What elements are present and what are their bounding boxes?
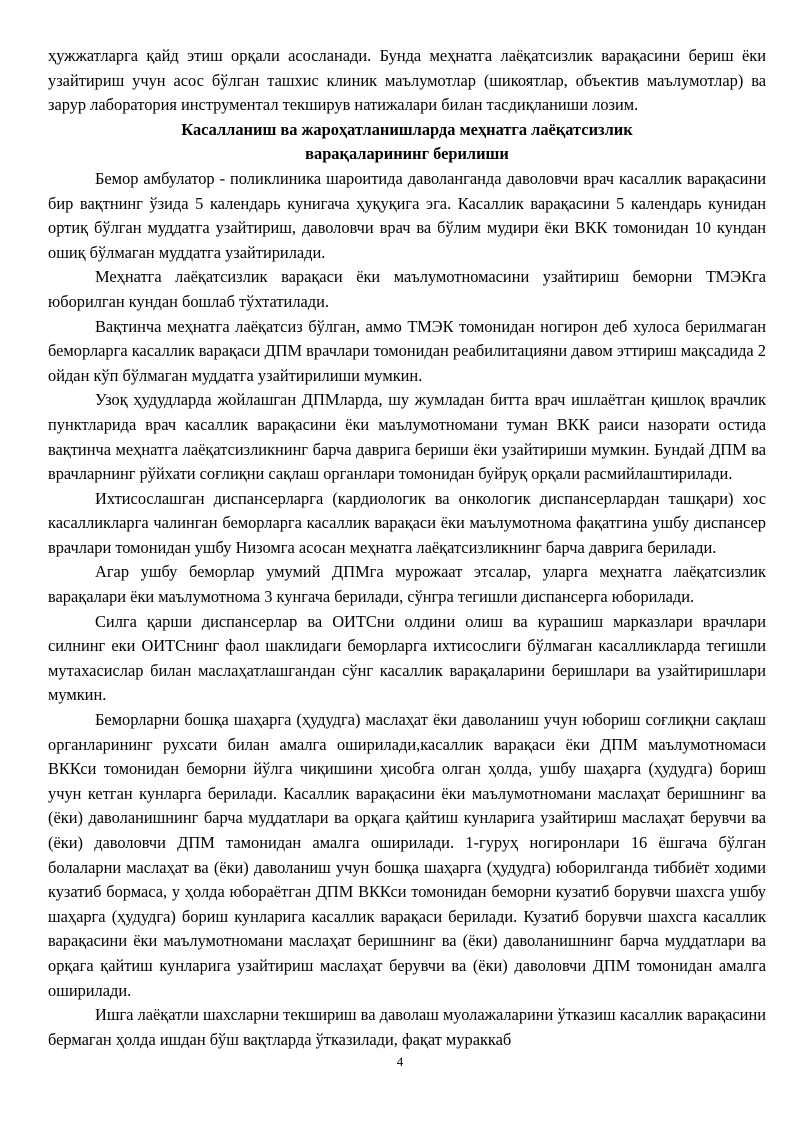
section-heading <box>48 118 766 167</box>
body-paragraph: Ишга лаёқатли шахсларни текшириш ва даволаш муолажаларини ўтказиш касаллик варақасини бермаган ҳолда ишдан бўш вақтларда ўтказилади, фақат мураккаб <box>48 1005 766 1049</box>
body-paragraph: Меҳнатга лаёқатсизлик варақаси ёки маълумотномасини узайтириш беморни ТМЭКга юборилган кундан бошлаб тўхтатилади. <box>48 267 766 311</box>
body-paragraph: Узоқ ҳудудларда жойлашган ДПМларда, шу жумладан битта врач ишлаётган қишлоқ врачлик пунктларида врач касаллик варақасини ёки маълумотномани туман ВКК раиси назорати остида вақтинча меҳнатга лаёқатсизликнинг барча даврига бериши ёки узайтириши мумкин. Бундай ДПМ ва врачларнинг рўйхати соғлиқни сақлаш органлари томонидан буйруқ орқали расмийлаштирилади. <box>48 390 766 484</box>
section-heading-line-1: Касалланиш ва жароҳатланишларда меҳнатга лаёқатсизлик <box>181 119 633 139</box>
body-paragraph: Агар ушбу беморлар умумий ДПМга мурожаат этсалар, уларга меҳнатга лаёқатсизлик варақалари ёки маълумотнома 3 кунгача берилади, сўнгра тегишли диспансерга юборилади. <box>48 562 766 607</box>
page-number: 4 <box>396 1054 404 1069</box>
body-paragraph: Ихтисослашган диспансерларга (кардиологик ва онкологик диспансерлардан ташқари) хос касалликларга чалинган беморларга касаллик варақаси ёки маълумотнома фақатгина ушбу диспансер врачлари томонидан ушбу Низомга асосан меҳнатга лаёқатсизликнинг барча даврига берилади. <box>48 488 766 557</box>
body-paragraph: Беморларни бошқа шаҳарга (ҳудудга) маслаҳат ёки даволаниш учун юбориш соғлиқни сақлаш органларининг рухсати билан амалга оширилади,касаллик варақаси ёки ДПМ маълумотномаси ВККси томонидан беморни йўлга чиқишини ҳисобга олган ҳолда, ушбу шаҳарга (ҳудудга) бориш учун кетган кунларга берилади. Касаллик варақасини ёки маълумотномани маслаҳат беришнинг ва (ёки) даволанишнинг барча муддатлари ва орқага қайтиш кунларига узайтириш маслаҳат берувчи ва (ёки) даволовчи ДПМ тамонидан амалга оширилади. 1-гуруҳ ногиронлари 16 ёшгача бўлган болаларни маслаҳат ва (ёки) даволаниш учун бошқа шаҳарга (ҳудудга) юборилганда тиббиёт ходими кузатиб бормаса, у ҳолда юбораётган ДПМ ВККси томонидан беморни кузатиб борувчи шахсга ушбу шаҳарга (ҳудудга) бориш кунларига касаллик варақаси берилади. Кузатиб борувчи шахсга касаллик варақасини ёки маълумотномани маслаҳат беришнинг ва (ёки) даволанишнинг барча муддатлари ва орқага қайтиш кунларига узайтириш маслаҳат берувчи ва (ёки) даволовчи ДПМ томонидан амалга оширилади. <box>48 710 766 1000</box>
document-page <box>48 44 766 1052</box>
intro-paragraph: ҳужжатларга қайд этиш орқали асосланади. Бунда меҳнатга лаёқатсизлик варақасини бериш ёки узайтириш учун асос бўлган ташхис клиник маълумотлар (шикоятлар, объектив маълумотлар) ва зарур лаборатория инструментал текширув натижалари билан тасдиқланиши лозим. <box>48 46 766 115</box>
body-paragraph: Бемор амбулатор - поликлиника шароитида даволанганда даволовчи врач касаллик варақасини бир вақтнинг ўзида 5 календарь кунигача ҳуқуқига эга. Касаллик варақасини 5 календарь кунидан ортиқ бўлган муддатга узайтириш, даволовчи врач ва бўлим мудири ёки ВКК томонидан 10 кундан ошиқ бўлмаган муддатга узайтирилади. <box>48 168 766 262</box>
section-heading-line-2: варақаларининг берилиши <box>305 144 509 164</box>
body-paragraph: Силга қарши диспансерлар ва ОИТСни олдини олиш ва курашиш марказлари врачлари силнинг еки ОИТСнинг фаол шаклидаги беморларга ихтисослиги бўлмаган касалликларда тегишли мутахасислар билан маслаҳатлашгандан сўнг касаллик варақаларини беришлари ва узайтиришлари мумкин. <box>48 611 766 705</box>
body-paragraph: Вақтинча меҳнатга лаёқатсиз бўлган, аммо ТМЭК томонидан ногирон деб хулоса берилмаган беморларга касаллик варақаси ДПМ врачлари томонидан реабилитацияни давом эттириш мақсадида 2 ойдан кўп бўлмаган муддатга узайтирилиши мумкин. <box>48 316 766 385</box>
